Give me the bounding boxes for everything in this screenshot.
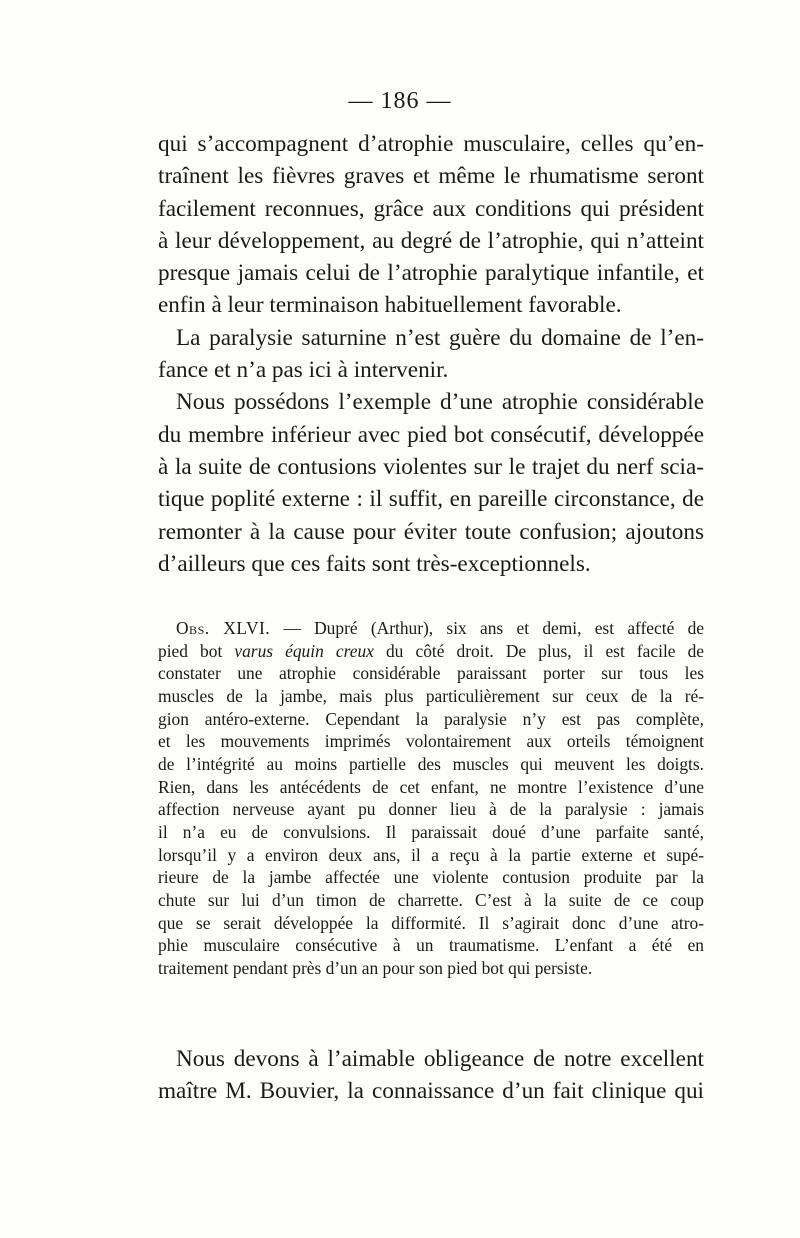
observation-line: pied bot varus équin creux du côté droit. De plus, il est facile de: [158, 640, 705, 661]
observation-line: que se serait développée la difformité. Il s’agirait donc d’une atro-: [158, 912, 704, 933]
page-number: — 186 —: [348, 88, 452, 114]
text-line: Nous devons à l’aimable obligeance de notre excellent: [176, 1046, 704, 1072]
observation-line: Obs. XLVI. — Dupré (Arthur), six ans et demi, est affecté de: [176, 618, 704, 638]
observation-line: chute sur lui d’un timon de charrette. C’est à la suite de ce coup: [158, 889, 704, 910]
text-line: Nous possédons l’exemple d’une atrophie considérable: [176, 389, 704, 416]
observation-line: phie musculaire consécutive à un traumatisme. L’enfant a été en: [158, 935, 704, 956]
text-line: La paralysie saturnine n’est guère du domaine de l’en-: [176, 324, 704, 351]
observation-line: de l’intégrité au moins partielle des muscles qui meuvent les doigts.: [158, 753, 704, 774]
observation-line: muscles de la jambe, mais plus particulièrement sur ceux de la ré-: [158, 685, 704, 706]
text-line: du membre inférieur avec pied bot consécutif, développée: [158, 421, 704, 448]
text-line: facilement reconnues, grâce aux conditions qui président: [158, 195, 704, 222]
observation-line: et les mouvements imprimés volontairement aux orteils témoignent: [158, 731, 704, 752]
text-line: traînent les fièvres graves et même le rhumatisme seront: [158, 163, 704, 190]
observation-line: lorsqu’il y a environ deux ans, il a reçu à la partie externe et supé-: [158, 844, 704, 865]
text-line: d’ailleurs que ces faits sont très-exceptionnels.: [158, 550, 591, 577]
text-line: maître M. Bouvier, la connaissance d’un fait clinique qui: [158, 1078, 704, 1105]
text-line: remonter à la cause pour éviter toute confusion; ajoutons: [158, 518, 704, 545]
text-line: tique poplité externe : il suffit, en pareille circonstance, de: [158, 486, 704, 513]
observation-label: Obs. XLVI.: [176, 618, 271, 638]
text-line: presque jamais celui de l’atrophie paralytique infantile, et: [158, 260, 704, 287]
main-text: [158, 128, 704, 580]
observation-block: [158, 617, 704, 980]
observation-line: traitement pendant près d’un an pour son pied bot qui persiste.: [158, 957, 593, 978]
observation-line: rieure de la jambe affectée une violente contusion produite par la: [158, 867, 704, 888]
observation-line: Rien, dans les antécédents de cet enfant, ne montre l’existence d’une: [158, 776, 704, 797]
text-line: à leur développement, au degré de l’atrophie, qui n’atteint: [158, 227, 704, 254]
observation-line: constater une atrophie considérable paraissant porter sur tous les: [158, 663, 704, 684]
text-line: à la suite de contusions violentes sur le trajet du nerf scia-: [158, 453, 704, 480]
italic-term: varus équin creux: [234, 640, 374, 661]
closing-paragraph: [158, 1043, 704, 1108]
observation-line: gion antéro-externe. Cependant la paralysie n’y est pas complète,: [158, 708, 704, 729]
text-line: qui s’accompagnent d’atrophie musculaire, celles qu’en-: [158, 131, 704, 157]
text-line: enfin à leur terminaison habituellement favorable.: [158, 292, 622, 319]
observation-line: affection nerveuse ayant pu donner lieu à de la paralysie : jamais: [158, 799, 704, 820]
text-line: fance et n’a pas ici à intervenir.: [158, 357, 449, 384]
observation-line: il n’a eu de convulsions. Il paraissait doué d’une parfaite santé,: [158, 821, 704, 842]
